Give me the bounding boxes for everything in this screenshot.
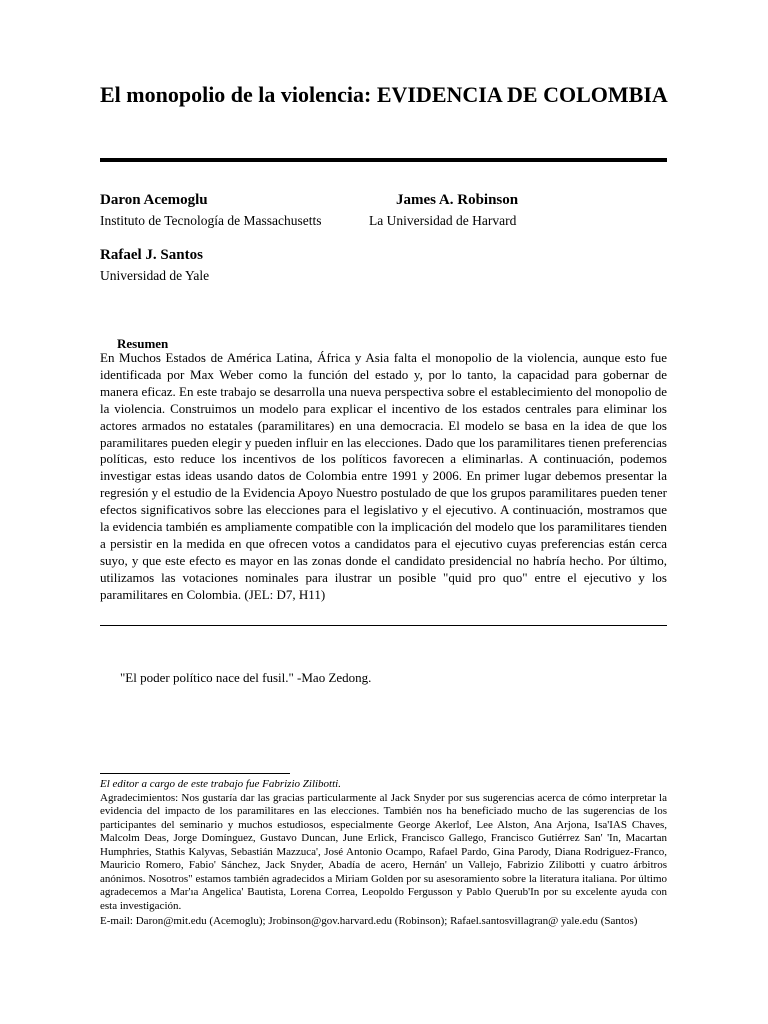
epigraph-quote: "El poder político nace del fusil." -Mao Zedong. — [120, 670, 372, 685]
author-affiliation-robinson: La Universidad de Harvard — [369, 213, 517, 228]
title-rule — [100, 158, 667, 162]
footnotes — [100, 778, 667, 929]
author-affiliation-santos: Universidad de Yale — [100, 268, 210, 283]
paper-title: El monopolio de la violencia: EVIDENCIA DE COLOMBIA — [100, 82, 668, 107]
author-name-acemoglu: Daron Acemoglu — [100, 192, 208, 208]
footnote-email: E-mail: Daron@mit.edu (Acemoglu); Jrobinson@gov.harvard.edu (Robinson); Rafael.santosvillagran@ yale.edu (Santos) — [100, 915, 638, 927]
author-name-robinson: James A. Robinson — [396, 192, 519, 208]
abstract-text: En Muchos Estados de América Latina, África y Asia falta el monopolio de la violencia, aunque esto fue identificada por Max Weber como la función del estado y, por lo tanto, la capacidad para gobernar de manera eficaz. En este trabajo se desarrolla una nueva perspectiva sobre el establecimiento del monopolio de la violencia. Construimos un modelo para explicar el incentivo de los estados centrales para eliminar los actores armados no estatales (paramilitares) en una democracia. El modelo se basa en la idea de que los paramilitares pueden elegir y pueden influir en las elecciones. Dado que los paramilitares tienen preferencias políticas, esto reduce los incentivos de los políticos favorecen a eliminarlas. A continuación, podemos investigar estas ideas usando datos de Colombia entre 1991 y 2006. En primer lugar debemos presentar la regresión y el estudio de la Evidencia Apoyo Nuestro postulado de que los grupos paramilitares pueden tener efectos significativos sobre las elecciones para el legislativo y el ejecutivo. A continuación, mostramos que la evidencia también es ampliamente compatible con la implicación del modelo que los paramilitares tienden a persistir en la medida en que ofrecen votos a candidatos para el ejecutivo cuyas preferencias están cerca suyo, y que este efecto es mayor en las zonas donde el candidato presidencial no habría hecho. Por último, utilizamos las votaciones nominales para ilustrar un posible "quid pro quo" entre el ejecutivo y los paramilitares en Colombia. (JEL: D7, H11) — [100, 350, 667, 602]
author-affiliation-acemoglu: Instituto de Tecnología de Massachusetts — [100, 213, 322, 228]
footnote-acknowledgments: Agradecimientos: Nos gustaría dar las gracias particularmente al Jack Snyder por sus sugerencias acerca de cómo interpretar la evidencia del impacto de los paramilitares en las elecciones. También nos ha beneficiado mucho de las sugerencias de los participantes del seminario y muchos estudiosos, especialmente George Akerlof, Lee Alston, Ana Arjona, Isa'IAS Chaves, Malcolm Deas, Jorge Domínguez, Gustavo Duncan, June Erlick, Francisco Gallego, Francisco Gutiérrez San' 'In, Macartan Humphries, Stathis Kalyvas, Sebastián Mazzuca', José Antonio Ocampo, Rafael Pardo, Gina Parody, Diana Rodriguez-Franco, Mauricio Romero, Fabio' Sánchez, Jack Snyder, Abadía de acero, Hernán' un Vallejo, Fabrizio Zilibotti y cuatro árbitros anónimos. Nosotros" estamos también agradecidos a Miriam Golden por su asesoramiento sobre la literatura italiana. Por último agradecemos a Mar'ıa Angelica' Bautista, Lorena Correa, Leopoldo Fergusson y Pablo Querub'In por su excelente ayuda con esta investigación. — [100, 791, 667, 912]
footnote-rule — [100, 773, 290, 774]
author-name-santos: Rafael J. Santos — [100, 247, 203, 263]
abstract-heading: Resumen — [117, 336, 169, 351]
footnote-editor: El editor a cargo de este trabajo fue Fabrizio Zilibotti. — [100, 778, 341, 790]
abstract-rule — [100, 625, 667, 626]
